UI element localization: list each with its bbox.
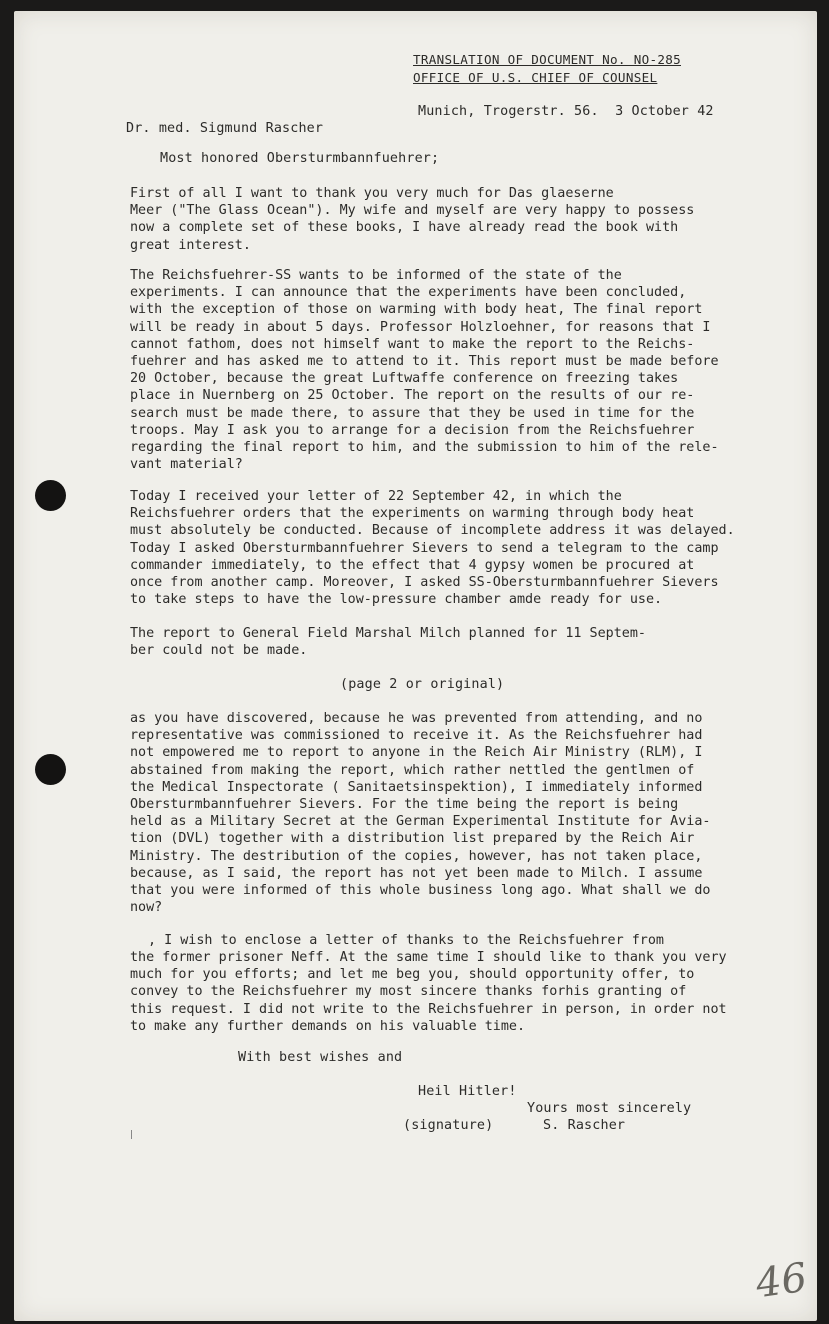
- text-line: once from another camp. Moreover, I asked SS-Obersturmbannfuehrer Sievers: [130, 574, 719, 590]
- header-line-2: OFFICE OF U.S. CHIEF OF COUNSEL: [413, 70, 658, 85]
- text-line: regarding the final report to him, and the submission to him of the rele-: [130, 439, 719, 455]
- text-line: this request. I did not write to the Reichsfuehrer in person, in order not: [130, 1001, 727, 1017]
- paragraph-1: [130, 185, 694, 254]
- page-marker: (page 2 or original): [340, 677, 505, 692]
- place-date: Munich, Trogerstr. 56. 3 October 42: [418, 104, 714, 119]
- text-line: because, as I said, the report has not yet been made to Milch. I assume: [130, 865, 703, 881]
- text-line: tion (DVL) together with a distribution list prepared by the Reich Air: [130, 831, 695, 847]
- text-line: place in Nuernberg on 25 October. The report on the results of our re-: [130, 388, 695, 404]
- text-line: commander immediately, to the effect that 4 gypsy women be procured at: [130, 557, 695, 573]
- text-line: the former prisoner Neff. At the same time I should like to thank you very: [130, 950, 727, 965]
- text-line: the Medical Inspectorate ( Sanitaetsinspektion), I immediately informed: [130, 779, 703, 795]
- text-line: fuehrer and has asked me to attend to it. This report must be made before: [130, 353, 719, 369]
- signature-label: (signature): [403, 1118, 494, 1133]
- text-line: will be ready in about 5 days. Professor Holzloehner, for reasons that I: [130, 319, 711, 335]
- text-line: much for you efforts; and let me beg you, should opportunity offer, to: [130, 967, 695, 983]
- text-line: The Reichsfuehrer-SS wants to be informed of the state of the: [130, 268, 622, 283]
- punch-hole-upper: [35, 480, 66, 511]
- text-line: cannot fathom, does not himself want to make the report to the Reichs-: [130, 336, 695, 352]
- handwritten-page-number: 46: [753, 1254, 810, 1308]
- text-line: The report to General Field Marshal Milch planned for 11 Septem-: [130, 626, 646, 641]
- text-line: search must be made there, to assure that they be used in time for the: [130, 405, 695, 421]
- text-line: experiments. I can announce that the experiments have been concluded,: [130, 285, 687, 301]
- text-line: Reichsfuehrer orders that the experiments on warming through body heat: [130, 506, 695, 522]
- header-line-1: TRANSLATION OF DOCUMENT No. NO-285: [413, 52, 681, 67]
- text-line: held as a Military Secret at the German Experimental Institute for Avia-: [130, 814, 711, 830]
- signature-name: S. Rascher: [543, 1118, 626, 1133]
- salutation: Most honored Obersturmbannfuehrer;: [160, 151, 440, 166]
- paragraph-5: [130, 710, 710, 916]
- paragraph-3: [130, 488, 735, 608]
- text-line: vant material?: [130, 457, 243, 473]
- text-line: must absolutely be conducted. Because of incomplete address it was delayed.: [130, 523, 735, 539]
- text-line: troops. May I ask you to arrange for a decision from the Reichsfuehrer: [130, 422, 695, 438]
- text-line: convey to the Reichsfuehrer my most sincere thanks forhis granting of: [130, 984, 687, 1000]
- text-line: with the exception of those on warming with body heat, The final report: [130, 302, 703, 318]
- text-line: Today I received your letter of 22 September 42, in which the: [130, 489, 622, 504]
- text-line: not empowered me to report to anyone in the Reich Air Ministry (RLM), I: [130, 745, 703, 761]
- text-line: abstained from making the report, which rather nettled the gentlmen of: [130, 762, 695, 778]
- paragraph-6: [148, 932, 664, 949]
- closing-wishes: With best wishes and: [238, 1050, 403, 1065]
- punch-hole-lower: [35, 754, 66, 785]
- paragraph-6-cont: [130, 949, 727, 1035]
- text-line: First of all I want to thank you very much for Das glaeserne: [130, 186, 614, 201]
- text-line: Obersturmbannfuehrer Sievers. For the time being the report is being: [130, 796, 679, 812]
- text-line: now?: [130, 900, 163, 916]
- text-line: to make any further demands on his valuable time.: [130, 1018, 526, 1034]
- paragraph-4: [130, 625, 646, 659]
- text-line: representative was commissioned to receive it. As the Reichsfuehrer had: [130, 728, 703, 744]
- text-line: , I wish to enclose a letter of thanks to the Reichsfuehrer from: [148, 933, 664, 948]
- paragraph-2: [130, 267, 719, 473]
- text-line: ber could not be made.: [130, 643, 308, 659]
- text-line: 20 October, because the great Luftwaffe conference on freezing takes: [130, 371, 679, 387]
- text-line: as you have discovered, because he was prevented from attending, and no: [130, 711, 703, 726]
- text-line: great interest.: [130, 237, 251, 253]
- margin-mark: [131, 1130, 132, 1139]
- text-line: to take steps to have the low-pressure chamber amde ready for use.: [130, 592, 663, 608]
- text-line: Today I asked Obersturmbannfuehrer Sievers to send a telegram to the camp: [130, 540, 719, 556]
- closing-heil: Heil Hitler!: [418, 1084, 517, 1099]
- text-line: Meer ("The Glass Ocean"). My wife and myself are very happy to possess: [130, 203, 695, 219]
- text-line: that you were informed of this whole business long ago. What shall we do: [130, 882, 711, 898]
- text-line: Ministry. The destribution of the copies, however, has not taken place,: [130, 848, 703, 864]
- closing-yours: Yours most sincerely: [527, 1101, 692, 1116]
- addressee: Dr. med. Sigmund Rascher: [126, 121, 324, 136]
- text-line: now a complete set of these books, I have already read the book with: [130, 220, 679, 236]
